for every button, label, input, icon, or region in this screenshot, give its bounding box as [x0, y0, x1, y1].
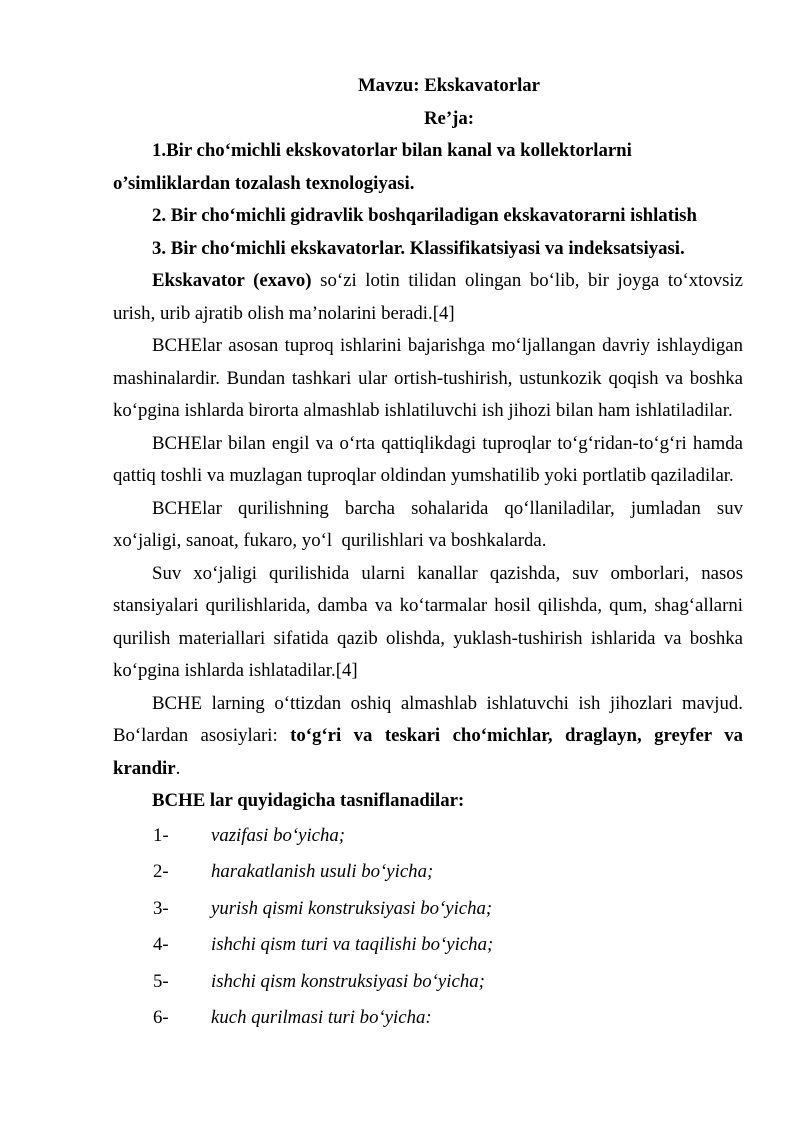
text-run: .: [175, 757, 181, 779]
list-item-number: 4-: [153, 934, 169, 955]
classification-heading: BCHE lar quyidagicha tasniflanadilar:: [152, 790, 465, 811]
list-item-text: yurish qismi konstruksiyasi bo‘yicha;: [211, 897, 493, 919]
text-run: to‘g‘ri va teskari cho‘michlar, draglayn, greyfer va krandir: [113, 725, 748, 779]
list-item-5: [113, 964, 743, 1001]
list-item-3: [113, 891, 743, 928]
list-item-number: 3-: [153, 897, 169, 919]
text-run: BCHE larning o‘ttizdan oshiq almashlab ishlatuvchi ish jihozlari mavjud. Bo‘lardan asosiylari:: [113, 692, 748, 746]
list-item-text: kuch qurilmasi turi bo‘yicha:: [211, 1007, 432, 1028]
plan-item-3: 3. Bir cho‘michli ekskavatorlar. Klassifikatsiyasi va indeksatsiyasi.: [152, 237, 685, 259]
text-run: Ekskavator (exavo): [152, 270, 312, 291]
list-item-4: [113, 927, 743, 964]
document-content: [113, 70, 748, 1037]
classification-list: [113, 818, 743, 1037]
list-item-text: ishchi qism konstruksiyasi bo‘yicha;: [211, 970, 485, 992]
list-item-number: 2-: [153, 861, 169, 882]
paragraph-bche-purpose: [113, 330, 748, 428]
plan-item-1: 1.Bir cho‘michli ekskovatorlar bilan kanal va kollektorlarni o’simliklardan tozalash texnologiyasi.: [113, 140, 632, 194]
list-item-1: [113, 818, 743, 855]
paragraph-water-construction: [113, 558, 748, 688]
list-item-text: harakatlanish usuli bo‘yicha;: [211, 861, 434, 882]
list-item-2: [113, 854, 743, 891]
text-run: BCHElar qurilishning barcha sohalarida qo‘llaniladilar, jumladan suv xo‘jaligi, sanoat, fukaro, yo‘l qurilishlari va boshkalarda.: [113, 497, 748, 551]
paragraph-bche-soils: [113, 428, 748, 493]
text-run: BCHElar bilan engil va o‘rta qattiqlikdagi tuproqlar to‘g‘ridan-to‘g‘ri hamda qattiq toshli va muzlagan tuproqlar oldindan yumshatilib yoki portlatib qaziladilar.: [113, 432, 748, 486]
plan-item-2: 2. Bir cho‘michli gidravlik boshqariladigan ekskavatorarni ishlatish: [152, 205, 697, 226]
list-item-number: 1-: [153, 824, 169, 846]
list-item-text: ishchi qism turi va taqilishi bo‘yicha;: [211, 934, 494, 955]
text-run: so‘zi lotin tilidan olingan bo‘lib, bir joyga to‘xtovsiz urish, urib ajratib olish ma’nolarini beradi.[4]: [113, 270, 748, 324]
list-item-number: 6-: [153, 1007, 169, 1028]
doc-title: Mavzu: Ekskavatorlar: [357, 75, 541, 96]
doc-subtitle: Re’ja:: [423, 107, 475, 129]
list-item-text: vazifasi bo‘yicha;: [211, 824, 346, 846]
list-item-6: [113, 1000, 743, 1037]
text-run: Suv xo‘jaligi qurilishida ularni kanallar qazishda, suv omborlari, nasos stansiyalari qurilishlarida, damba va ko‘tarmalar hosil qilishda, qum, shag‘allarni qurilish materiallari sifatida qazib olishda, yuklash-tushirish ishlarida va boshka ko‘pgina ishlarda ishlatadilar.[4]: [113, 562, 748, 681]
paragraph-bche-fields: [113, 493, 748, 558]
text-run: BCHElar asosan tuproq ishlarini bajarishga mo‘ljallangan davriy ishlaydigan mashinalardir. Bundan tashkari ular ortish-tushirish, ustunkozik qoqish va boshka ko‘pgina ishlarda birorta almashlab ishlatiluvchi ish jihozi bilan ham ishlatiladilar.: [113, 335, 748, 421]
paragraph-bche-attachments: [113, 688, 748, 786]
paragraph-ekskavator-definition: [113, 265, 748, 330]
list-item-number: 5-: [153, 970, 169, 992]
